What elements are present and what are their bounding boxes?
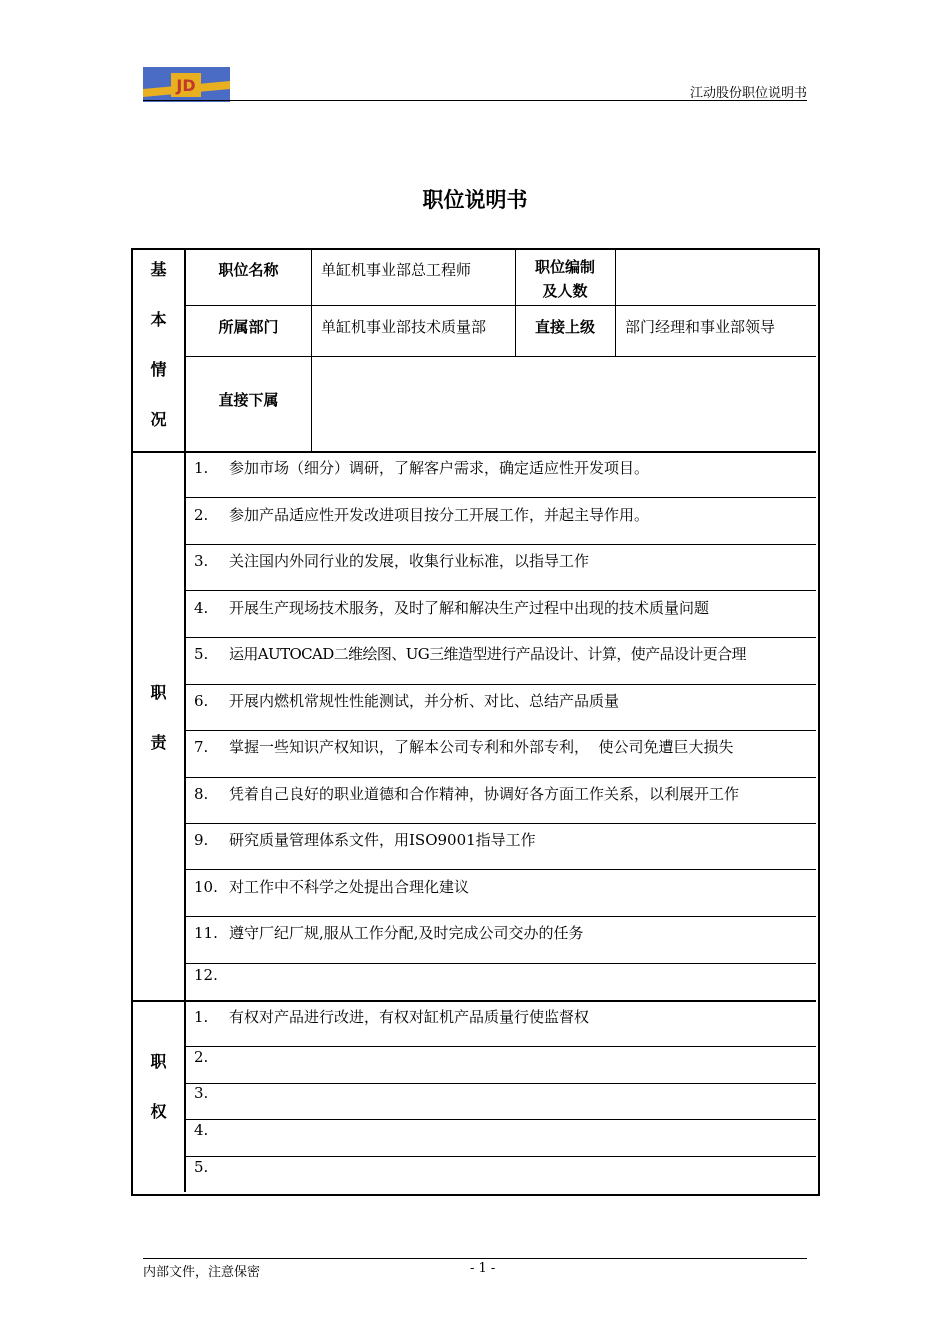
row-divider-basic-2 bbox=[186, 356, 816, 357]
basic-section-label: 基 本 情 况 bbox=[150, 260, 167, 429]
row-divider-basic-1 bbox=[186, 305, 816, 306]
duty-item: 2. 参加产品适应性开发改进项目按分工开展工作，并起主导作用。 bbox=[194, 506, 650, 524]
header-rule bbox=[143, 100, 807, 101]
footer-rule bbox=[143, 1258, 807, 1259]
headcount-label: 职位编制 及人数 bbox=[534, 258, 595, 300]
authority-item: 4. bbox=[194, 1121, 209, 1139]
duty-row-line bbox=[186, 823, 816, 824]
authority-item: 3. bbox=[194, 1084, 209, 1102]
duty-row-line bbox=[186, 544, 816, 545]
supervisor-value: 部门经理和事业部领导 bbox=[625, 318, 776, 336]
duty-row-line bbox=[186, 684, 816, 685]
header-doc-title: 江动股份职位说明书 bbox=[689, 86, 807, 101]
col-divider-3 bbox=[615, 250, 616, 357]
duty-item: 6. 开展内燃机常规性性能测试，并分析、对比、总结产品质量 bbox=[194, 692, 620, 710]
section-divider-2 bbox=[133, 1000, 816, 1002]
duty-item: 3. 关注国内外同行业的发展，收集行业标准，以指导工作 bbox=[194, 552, 590, 570]
duties-section-label: 职 责 bbox=[150, 683, 167, 752]
duty-row-line bbox=[186, 777, 816, 778]
duty-row-line bbox=[186, 916, 816, 917]
page-title: 职位说明书 bbox=[422, 188, 528, 212]
position-name-value: 单缸机事业部总工程师 bbox=[321, 261, 472, 279]
position-name-label: 职位名称 bbox=[218, 261, 279, 279]
supervisor-label: 直接上级 bbox=[534, 318, 595, 336]
footer-confidential: 内部文件，注意保密 bbox=[143, 1265, 261, 1280]
duty-item: 10. 对工作中不科学之处提出合理化建议 bbox=[194, 878, 470, 896]
company-logo bbox=[143, 67, 230, 102]
authority-item: 1. 有权对产品进行改进，有权对缸机产品质量行使监督权 bbox=[194, 1008, 590, 1026]
subordinate-label: 直接下属 bbox=[218, 391, 279, 409]
duty-item: 4. 开展生产现场技术服务，及时了解和解决生产过程中出现的技术质量问题 bbox=[194, 599, 710, 617]
footer-page-number: - 1 - bbox=[470, 1261, 496, 1276]
logo-text: JD bbox=[176, 76, 196, 95]
auth-row-line bbox=[186, 1083, 816, 1084]
duty-row-line bbox=[186, 730, 816, 731]
duty-item: 7. 掌握一些知识产权知识，了解本公司专利和外部专利， 使公司免遭巨大损失 bbox=[194, 738, 734, 756]
auth-row-line bbox=[186, 1046, 816, 1047]
duty-row-line bbox=[186, 590, 816, 591]
auth-row-line bbox=[186, 1156, 816, 1157]
duty-row-line bbox=[186, 637, 816, 638]
duty-item: 9. 研究质量管理体系文件，用ISO9001指导工作 bbox=[194, 831, 536, 849]
duty-item: 1. 参加市场（细分）调研，了解客户需求，确定适应性开发项目。 bbox=[194, 459, 650, 477]
duty-row-line bbox=[186, 497, 816, 498]
duty-item: 11. 遵守厂纪厂规,服从工作分配,及时完成公司交办的任务 bbox=[194, 924, 584, 942]
col-divider-1 bbox=[311, 250, 312, 452]
duty-item: 12. bbox=[194, 966, 218, 984]
authority-item: 5. bbox=[194, 1158, 209, 1176]
duty-item: 8. 凭着自己良好的职业道德和合作精神，协调好各方面工作关系，以利展开工作 bbox=[194, 785, 740, 803]
duty-item: 5. 运用AUTOCAD二维绘图、UG三维造型进行产品设计、计算，使产品设计更合理 bbox=[194, 645, 746, 663]
department-value: 单缸机事业部技术质量部 bbox=[321, 318, 487, 336]
section-divider-1 bbox=[133, 451, 816, 453]
duty-row-line bbox=[186, 869, 816, 870]
department-label: 所属部门 bbox=[218, 318, 279, 336]
authority-item: 2. bbox=[194, 1048, 209, 1066]
authority-section-label: 职 权 bbox=[150, 1052, 167, 1121]
auth-row-line bbox=[186, 1119, 816, 1120]
duty-row-line bbox=[186, 963, 816, 964]
